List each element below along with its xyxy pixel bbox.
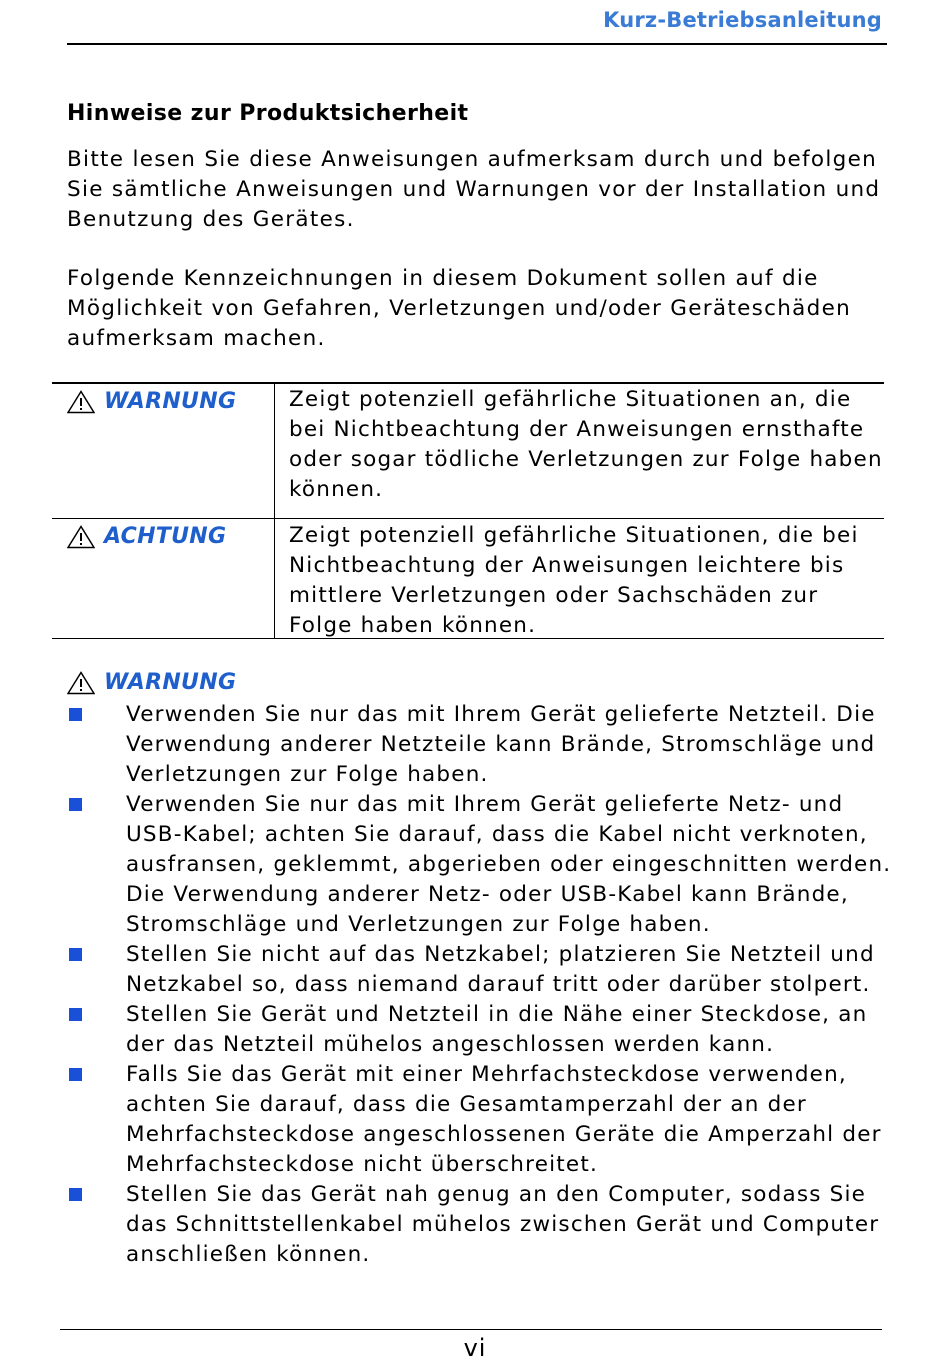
- list-item-text: Verwenden Sie nur das mit Ihrem Gerät gelieferte Netzteil. Die Verwendung anderer Netzteile kann Brände, Stromschläge und Verletzungen zur Folge haben.: [126, 702, 876, 787]
- square-bullet-icon: [69, 1068, 82, 1081]
- list-item: [0, 700, 906, 790]
- list-item-text: Verwenden Sie nur das mit Ihrem Gerät gelieferte Netz- und USB-Kabel; achten Sie darauf, dass die Kabel nicht verknoten, ausfransen, geklemmt, abgerieben oder eingeschnitten werden. Die Verwendung anderer Netz- oder USB-Kabel kann Brände, Stromschläge und Verletzungen zur Folge haben.: [126, 792, 892, 937]
- table-divider-vertical: [274, 383, 275, 639]
- list-item: [0, 790, 906, 940]
- square-bullet-icon: [69, 1188, 82, 1201]
- list-item-text: Stellen Sie das Gerät nah genug an den Computer, sodass Sie das Schnittstellenkabel mühelos zwischen Gerät und Computer anschließen können.: [126, 1182, 880, 1267]
- page-header-title: Kurz-Betriebsanleitung: [603, 8, 882, 32]
- list-item-text: Falls Sie das Gerät mit einer Mehrfachsteckdose verwenden, achten Sie darauf, dass die Gesamtamperzahl der an der Mehrfachsteckdose angeschlossenen Geräte die Amperzahl der Mehrfachsteckdose nicht überschreitet.: [126, 1062, 882, 1177]
- square-bullet-icon: [69, 708, 82, 721]
- table-row-warning-description: Zeigt potenziell gefährliche Situationen an, die bei Nichtbeachtung der Anweisungen ernsthafte oder sogar tödliche Verletzungen zur Folge haben können.: [289, 387, 883, 502]
- table-top-rule: [52, 382, 884, 384]
- warning-triangle-icon: [67, 525, 95, 549]
- section-heading: Hinweise zur Produktsicherheit: [67, 101, 469, 126]
- warning-list: [0, 700, 906, 1270]
- list-item-text: Stellen Sie nicht auf das Netzkabel; platzieren Sie Netzteil und Netzkabel so, dass niemand darauf tritt oder darüber stolpert.: [126, 942, 875, 997]
- table-row-caution-label-text: ACHTUNG: [104, 524, 227, 549]
- list-item-text: Stellen Sie Gerät und Netzteil in die Nähe einer Steckdose, an der das Netzteil mühelos angeschlossen werden kann.: [126, 1002, 868, 1057]
- list-item: [0, 940, 906, 1000]
- warning-triangle-icon: [67, 390, 95, 414]
- list-item: [0, 1180, 906, 1270]
- list-item: [0, 1060, 906, 1180]
- table-row-caution-description: Zeigt potenziell gefährliche Situationen, die bei Nichtbeachtung der Anweisungen leichtere bis mittlere Verletzungen oder Sachschäden zur Folge haben können.: [289, 523, 859, 638]
- table-row-caution-label: [67, 524, 226, 549]
- marking-paragraph: Folgende Kennzeichnungen in diesem Dokument sollen auf die Möglichkeit von Gefahren, Verletzungen und/oder Geräteschäden aufmerksam machen.: [67, 266, 852, 351]
- list-item: [0, 1000, 906, 1060]
- warning-heading-text: WARNUNG: [104, 670, 237, 695]
- page-number: vi: [463, 1334, 487, 1362]
- warning-triangle-icon: [67, 671, 95, 695]
- square-bullet-icon: [69, 1008, 82, 1021]
- square-bullet-icon: [69, 798, 82, 811]
- header-rule: [67, 43, 887, 45]
- table-row-warning-label: [67, 389, 236, 414]
- warning-heading: [67, 670, 236, 695]
- square-bullet-icon: [69, 948, 82, 961]
- footer-rule: [60, 1329, 882, 1330]
- intro-paragraph: Bitte lesen Sie diese Anweisungen aufmerksam durch und befolgen Sie sämtliche Anweisungen und Warnungen vor der Installation und Benutzung des Gerätes.: [67, 147, 881, 232]
- table-row-separator: [52, 518, 884, 519]
- table-row-warning-label-text: WARNUNG: [104, 389, 237, 414]
- table-bottom-rule: [52, 638, 884, 639]
